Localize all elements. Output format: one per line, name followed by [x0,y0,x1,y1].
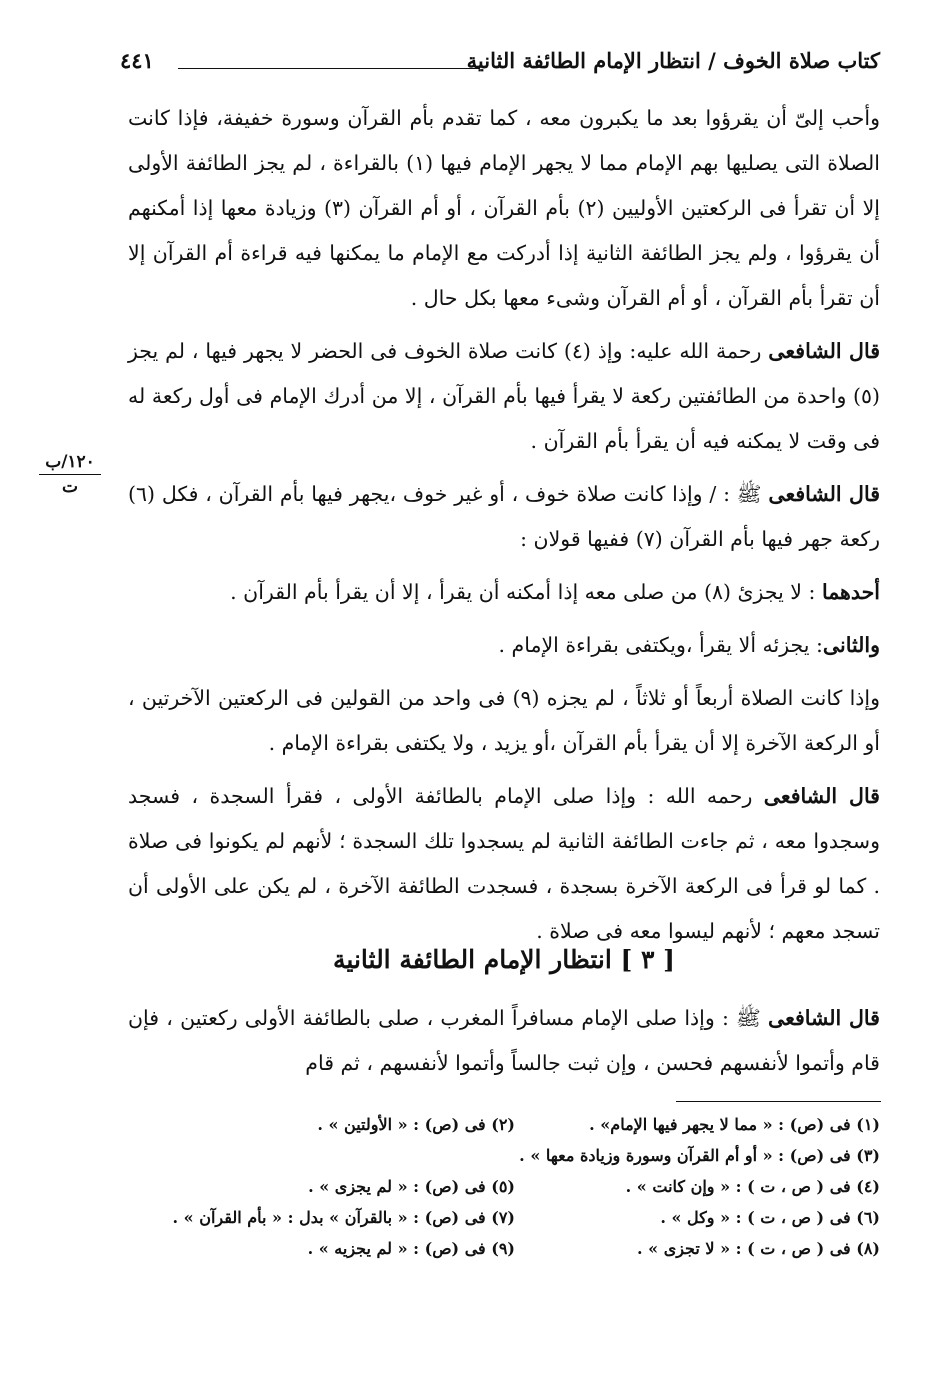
footnote-row [140,1177,880,1208]
paragraph-text: رحمه الله : وإذا صلى الإمام بالطائفة الأولى ، فقرأ السجدة ، فسجد وسجدوا معه ، ثم جاءت الطائفة الثانية لم يسجدوا تلك السجدة ؛ لأنهم لم يكونوا فى صلاة . كما لو قرأ فى الركعة الآخرة بسجدة ، فسجدت الطائفة الآخرة ، لم يكن على الأولى أن تسجد معهم ؛ لأنهم ليسوا معه فى صلاة . [128,784,880,943]
paragraph-text: : يجزئه ألا يقرأ ،ويكتفى بقراءة الإمام . [498,633,823,657]
paragraph-text: : لا يجزئ (٨) من صلى معه إذا أمكنه أن يقرأ ، إلا أن يقرأ بأم القرآن . [230,580,822,604]
page-number: ٤٤١ [120,48,154,73]
section-paragraph [128,996,880,1086]
opinion-lead: أحدهما [821,580,880,604]
footnote-6: (٦) فى ( ص ، ت ) : « وكل » . [660,1208,880,1227]
paragraph-6 [128,676,880,766]
folio-rule [39,474,101,475]
paragraph-text: وأحب إلىّ أن يقرؤوا بعد ما يكبرون معه ، كما تقدم بأم القرآن وسورة خفيفة، فإذا كانت الصلاة التى يصليها بهم الإمام مما لا يجهر الإمام فيها (١) بالقراءة ، لم يجز الطائفة الأولى إلا أن تقرأ فى الركعتين الأوليين (٢) بأم القرآن ، أو أم القرآن (٣) وزيادة معها إذا أمكنهم أن يقرؤوا ، ولم يجز الطائفة الثانية إذا أدركت مع الإمام ما يمكنها فيه قراءة أم القرآن إلا أن تقرأ بأم القرآن ، أو أم القرآن وشىء معها بكل حال . [128,106,880,310]
paragraph-7 [128,774,880,954]
paragraph-3 [128,472,880,562]
footnotes [140,1115,880,1270]
header-rule [178,68,480,69]
running-header [120,48,880,88]
footnote-row [140,1146,880,1177]
folio-reference: ١٢٠/ب [45,452,95,472]
paragraph-text: ﷺ : / وإذا كانت صلاة خوف ، أو غير خوف ،يجهر فيها بأم القرآن ، فكل (٦) ركعة جهر فيها بأم القرآن (٧) ففيها قولان : [128,482,880,551]
footnote-row [140,1208,880,1239]
paragraph-5 [128,623,880,668]
manuscript-folio-note [35,452,105,497]
footnote-rule [676,1101,881,1102]
paragraph-1 [128,96,880,321]
paragraph-4 [128,570,880,615]
footnote-8: (٨) فى ( ص ، ت ) : « لا تجزى » . [636,1239,880,1258]
paragraph-text: ﷺ : وإذا صلى الإمام مسافراً المغرب ، صلى بالطائفة الأولى ركعتين ، فإن قام وأتموا لأنفسهم فحسن ، وإن ثبت جالساً وأتموا لأنفسهم ، ثم قام [128,1006,880,1075]
speaker-lead: قال الشافعى [768,339,880,363]
footnote-7: (٧) فى (ص) : « بالقرآن » بدل : « بأم القرآن » . [172,1208,515,1227]
opinion-lead: والثانى [822,633,880,657]
speaker-lead: قال الشافعى [767,1006,880,1030]
footnote-2: (٢) فى (ص) : « الأولتين » . [317,1115,515,1134]
footnote-3: (٣) فى (ص) : « أو أم القرآن وسورة وزيادة معها » . [519,1146,880,1165]
main-text [128,96,880,962]
paragraph-2 [128,329,880,464]
section-text [128,996,880,1094]
footnote-9: (٩) فى (ص) : « لم يجزيه » . [307,1239,515,1258]
footnote-row [140,1239,880,1270]
header-title: كتاب صلاة الخوف / انتظار الإمام الطائفة الثانية [466,48,880,73]
paragraph-text: وإذا كانت الصلاة أربعاً أو ثلاثاً ، لم يجزه (٩) فى واحد من القولين فى الركعتين الآخرتين ، أو الركعة الآخرة إلا أن يقرأ بأم القرآن ،أو يزيد ، ولا يكتفى بقراءة الإمام . [128,686,880,755]
folio-manuscript: ت [61,477,78,497]
footnote-4: (٤) فى ( ص ، ت ) : « وإن كانت » . [625,1177,880,1196]
footnote-5: (٥) فى (ص) : « لم يجزى » . [308,1177,515,1196]
footnote-1: (١) فى (ص) : « مما لا يجهر فيها الإمام» . [589,1115,880,1134]
section-heading: [ ٣ ] انتظار الإمام الطائفة الثانية [333,945,675,974]
footnote-row [140,1115,880,1146]
paragraph-text: رحمة الله عليه: وإذ (٤) كانت صلاة الخوف فى الحضر لا يجهر فيها ، لم يجز (٥) واحدة من الطائفتين ركعة لا يقرأ فيها بأم القرآن ، إلا من أدرك الإمام فى أول ركعة له فى وقت لا يمكنه فيه أن يقرأ بأم القرآن . [128,339,880,453]
speaker-lead: قال الشافعى [768,482,880,506]
speaker-lead: قال الشافعى [763,784,880,808]
